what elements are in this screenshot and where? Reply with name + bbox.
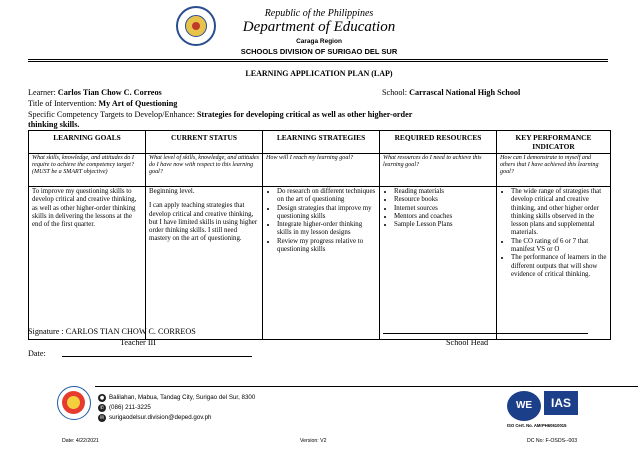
indicators-list — [500, 188, 607, 279]
school-value: Carrascal National High School — [409, 88, 521, 97]
header-rule-thin — [28, 61, 608, 62]
intervention-label: Title of Intervention: — [28, 99, 97, 108]
footer-date: Date: 4/22/2021 — [62, 438, 99, 444]
school-line — [382, 88, 520, 97]
header-rule — [28, 59, 608, 60]
guide-learning-strategies: How will I reach my learning goal? — [263, 154, 380, 187]
phone-icon: ✆ — [99, 405, 105, 411]
list-item: • Review my progress relative to questioning skills — [277, 238, 376, 255]
republic-heading: Republic of the Philippines — [264, 8, 374, 19]
guide-required-resources: What resources do I need to achieve this learning goal? — [380, 154, 497, 187]
footer-phone: (086) 211-3225 — [109, 404, 151, 411]
guide-current-status: What level of skills, knowledge, and attitudes do I have now with respect to this learning goal? — [146, 154, 263, 187]
document-title: LEARNING APPLICATION PLAN (LAP) — [245, 69, 393, 78]
header-current-status: CURRENT STATUS — [146, 131, 263, 154]
indicators-cell — [497, 187, 611, 340]
signature-label: Signature : — [28, 327, 64, 336]
current-status-cell — [146, 187, 263, 340]
certification-logo: WE — [507, 391, 541, 421]
table-row — [29, 187, 611, 340]
division-logo — [57, 386, 91, 420]
school-label: School: — [382, 88, 408, 97]
intervention-value: My Art of Questioning — [98, 99, 178, 108]
signatory-position: Teacher III — [120, 338, 157, 347]
header-key-performance-indicator: KEY PERFORMANCE INDICATOR — [497, 131, 611, 154]
date-label: Date: — [28, 349, 46, 358]
competency-value: Strategies for developing critical as well as other higher-order — [196, 110, 413, 119]
resources-list — [383, 188, 493, 229]
footer-rule — [95, 386, 638, 387]
list-item: • Reading materials — [394, 188, 493, 196]
department-heading: Department of Education — [242, 19, 396, 35]
list-item: • The CO rating of 6 or 7 that manifest VS or O — [511, 238, 607, 255]
list-item: • Design strategies that improve my questioning skills — [277, 205, 376, 222]
status-level: Beginning level. — [149, 188, 195, 195]
ias-accreditation-logo: IAS — [544, 391, 578, 415]
guide-learning-goals: What skills, knowledge, and attitudes do I require to achieve the competency target? (MUST be a SMART objective) — [29, 154, 146, 187]
list-item: • Integrate higher-order thinking skills in my lesson designs — [277, 221, 376, 238]
competency-line — [28, 110, 412, 119]
school-head-label: School Head — [446, 338, 489, 347]
status-detail: I can apply teaching strategies that develop critical and creative thinking, but I have limited skills in using higher order thinking skills. I still need mastery on the art of questioning. — [149, 202, 258, 243]
list-item: • Do research on different techniques on the art of questioning — [277, 188, 376, 205]
competency-line-2 — [28, 120, 79, 129]
footer-doc-number: DC No: F-OSDS--003 — [527, 438, 578, 444]
learning-plan-table — [28, 130, 611, 340]
email-icon: ✉ — [99, 415, 105, 421]
division-heading: SCHOOLS DIVISION OF SURIGAO DEL SUR — [240, 47, 398, 56]
learner-value: Carlos Tian Chow C. Correos — [57, 88, 162, 97]
location-icon: ● — [99, 395, 105, 401]
header-learning-goals: LEARNING GOALS — [29, 131, 146, 154]
list-item: • Mentors and coaches — [394, 213, 493, 221]
guide-key-performance-indicator: How can I demonstrate to myself and others that I have achieved this learning goal? — [497, 154, 611, 187]
list-item: • Resource books — [394, 196, 493, 204]
intervention-line — [28, 99, 177, 108]
competency-value-cont: thinking skills. — [28, 120, 80, 129]
footer-email: surigaodelsur.division@deped.gov.ph — [109, 414, 212, 421]
guide-question-row — [29, 154, 611, 187]
table-header-row — [29, 131, 611, 154]
strategies-list — [266, 188, 376, 254]
learner-label: Learner: — [28, 88, 56, 97]
learner-line — [28, 88, 162, 97]
list-item: • Sample Lesson Plans — [394, 221, 493, 229]
learning-goal-cell — [29, 187, 146, 340]
list-item: • Internet sources — [394, 205, 493, 213]
region-heading: Caraga Region — [296, 38, 342, 45]
signature-line — [28, 327, 196, 336]
signatory-name: CARLOS TIAN CHOW C. CORREOS — [65, 327, 196, 336]
resources-cell — [380, 187, 497, 340]
learning-goal-text: To improve my questioning skills to develop critical and creative thinking, as well as other higher-order thinking skills in delivering the lessons at the end of the first quarter. — [32, 188, 137, 229]
header-learning-strategies: LEARNING STRATEGIES — [263, 131, 380, 154]
competency-label: Specific Competency Targets to Develop/Enhance: — [28, 110, 195, 119]
header-required-resources: REQUIRED RESOURCES — [380, 131, 497, 154]
iso-cert-number: ISO Cert. No. AMrPH60610015 — [507, 423, 567, 428]
school-head-signature-line — [383, 333, 588, 334]
footer-address: Balilahan, Mabua, Tandag City, Surigao del Sur, 8300 — [109, 394, 256, 401]
footer-version: Version: V2 — [300, 438, 327, 444]
list-item: • The wide range of strategies that develop critical and creative thinking, and other higher order thinking skills observed in the lesson plans and supplemental materials. — [511, 188, 607, 238]
list-item: • The performance of learners in the different outputs that will show evidence of critical thinking. — [511, 254, 607, 279]
date-field-line — [62, 356, 252, 357]
strategies-cell — [263, 187, 380, 340]
